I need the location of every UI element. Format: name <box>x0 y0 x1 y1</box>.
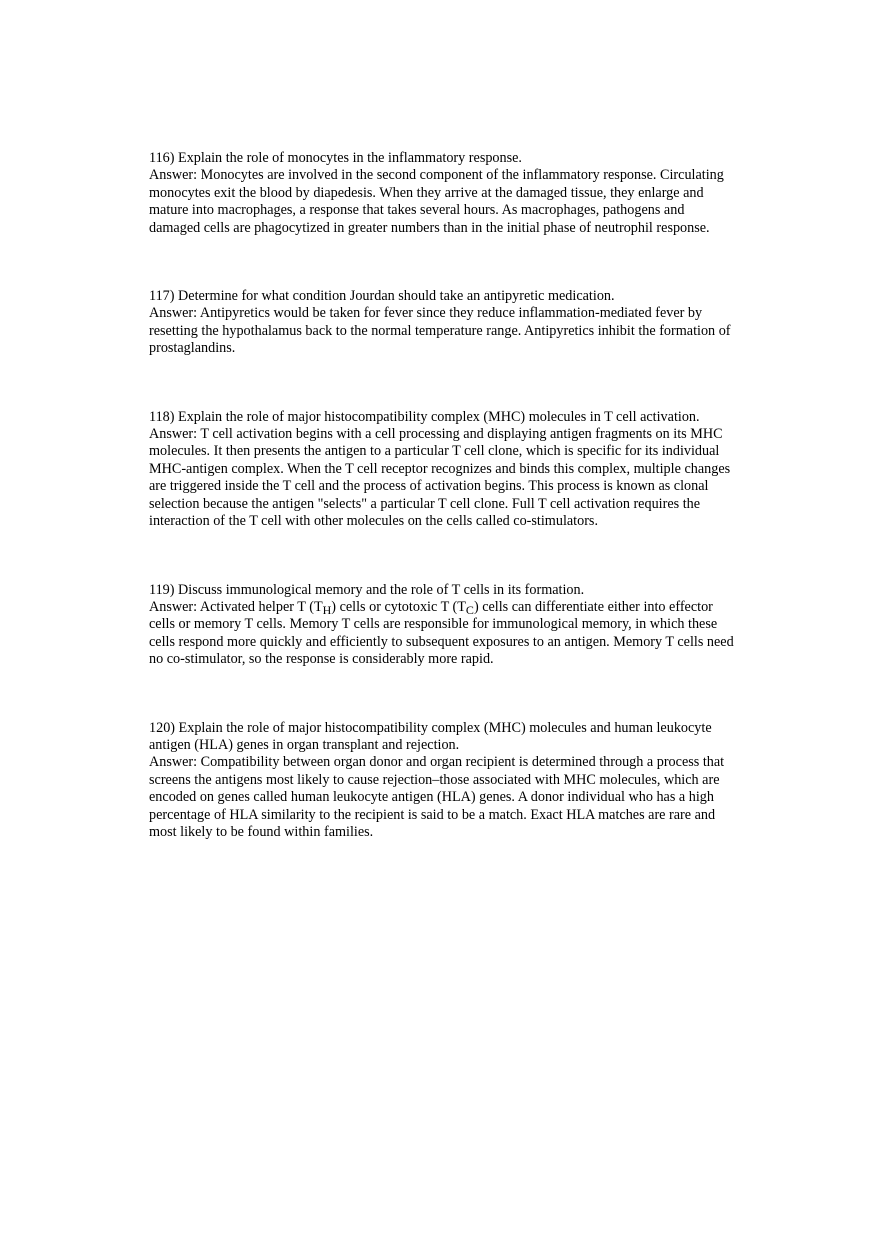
question-120: 120) Explain the role of major histocompatibility complex (MHC) molecules and human leukocyte antigen (HLA) genes in organ transplant and rejection. <box>149 719 712 753</box>
question-117: 117) Determine for what condition Jourdan should take an antipyretic medication. <box>149 288 615 305</box>
answer-119-part3: ) cells can differentiate either into effector cells or memory T cells. Memory T cells are responsible for immunological memory, in which these cells respond more quickly and efficiently to subsequent exposures to an antigen. Memory T cells need no co-stimulator, so the response is considerably more rapid. <box>149 598 734 668</box>
question-block-118 <box>149 409 739 531</box>
question-block-117 <box>149 288 739 358</box>
answer-119 <box>149 599 739 669</box>
answer-119-part1: Answer: Activated helper T (T <box>149 598 323 615</box>
subscript-h: H <box>322 602 332 617</box>
question-118: 118) Explain the role of major histocompatibility complex (MHC) molecules in T cell activation. <box>149 408 700 425</box>
answer-119-part2: ) cells or cytotoxic T (T <box>331 598 466 615</box>
subscript-c: C <box>465 602 474 617</box>
answer-118: Answer: T cell activation begins with a cell processing and displaying antigen fragments on its MHC molecules. It then presents the antigen to a particular T cell clone, which is specific for its individual MHC-antigen complex. When the T cell receptor recognizes and binds this complex, multiple changes are triggered inside the T cell and the process of activation begins. This process is known as clonal selection because the antigen "selects" a particular T cell clone. Full T cell activation requires the interaction of the T cell with other molecules on the cells called co-stimulators. <box>149 426 731 530</box>
question-116: 116) Explain the role of monocytes in the inflammatory response. <box>149 150 522 166</box>
answer-116: Answer: Monocytes are involved in the second component of the inflammatory response. Circulating monocytes exit the blood by diapedesis. When they arrive at the damaged tissue, they enlarge and mature into macrophages, a response that takes several hours. As macrophages, pathogens and damaged cells are phagocytized in greater numbers than in the initial phase of neutrophil response. <box>149 167 724 236</box>
question-block-120 <box>149 720 739 842</box>
answer-117: Answer: Antipyretics would be taken for fever since they reduce inflammation-mediated fever by resetting the hypothalamus back to the normal temperature range. Antipyretics inhibit the formation of prostaglandins. <box>149 305 731 357</box>
question-block-116 <box>149 150 739 237</box>
answer-120: Answer: Compatibility between organ donor and organ recipient is determined through a process that screens the antigens most likely to cause rejection–those associated with MHC molecules, which are encoded on genes called human leukocyte antigen (HLA) genes. A donor individual who has a high percentage of HLA similarity to the recipient is said to be a match. Exact HLA matches are rare and most likely to be found within families. <box>149 754 725 840</box>
document-page <box>149 150 739 841</box>
question-119: 119) Discuss immunological memory and the role of T cells in its formation. <box>149 581 585 598</box>
question-block-119 <box>149 582 739 669</box>
